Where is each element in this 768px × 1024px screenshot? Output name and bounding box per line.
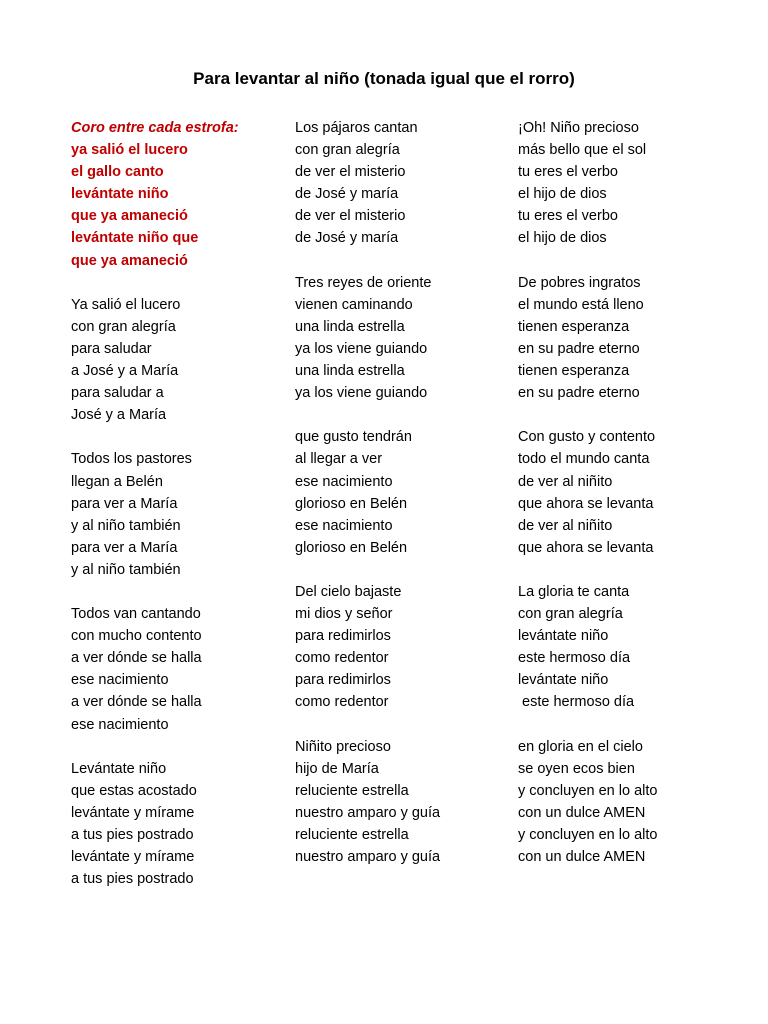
lyric-line: ese nacimiento: [71, 672, 169, 689]
verse-stanza: [71, 294, 286, 427]
lyric-line: de ver el misterio: [295, 208, 406, 225]
lyric-line: José y a María: [71, 407, 167, 424]
lyric-line: una linda estrella: [295, 318, 405, 335]
lyric-line: el gallo canto: [71, 164, 164, 181]
page-title: Para levantar al niño (tonada igual que el rorro): [193, 69, 575, 88]
lyric-line: levántate niño: [71, 186, 169, 203]
lyric-line: Todos los pastores: [71, 451, 192, 468]
lyric-line: levántate niño: [518, 672, 609, 689]
lyric-line: todo el mundo canta: [518, 451, 650, 468]
lyric-line: hijo de María: [295, 760, 379, 777]
lyric-line: en su padre eterno: [518, 340, 640, 357]
verse-stanza: [71, 448, 286, 581]
lyric-line: tienen esperanza: [518, 318, 630, 335]
lyric-line: para ver a María: [71, 495, 178, 512]
lyrics-column-2: [295, 117, 510, 890]
chorus-stanza: [71, 117, 286, 272]
lyric-line: de ver al niñito: [518, 473, 613, 490]
lyric-line: con mucho contento: [71, 628, 202, 645]
lyric-line: vienen caminando: [295, 296, 413, 313]
lyric-line: de ver el misterio: [295, 164, 406, 181]
lyric-line: tu eres el verbo: [518, 164, 618, 181]
lyric-line: con gran alegría: [518, 606, 623, 623]
lyric-line: como redentor: [295, 694, 389, 711]
lyric-line: y al niño también: [71, 517, 181, 534]
lyric-line: ese nacimiento: [71, 716, 169, 733]
lyric-line: este hermoso día: [518, 650, 631, 667]
lyric-line: llegan a Belén: [71, 473, 163, 490]
lyric-line: Levántate niño: [71, 760, 167, 777]
lyric-line: de ver al niñito: [518, 517, 613, 534]
lyrics-column-3: [518, 117, 753, 890]
lyric-line: a José y a María: [71, 363, 179, 380]
lyric-line: ya los viene guiando: [295, 340, 428, 357]
lyric-line: Todos van cantando: [71, 606, 201, 623]
lyric-line: que ahora se levanta: [518, 539, 654, 556]
lyric-line: Tres reyes de oriente: [295, 274, 432, 291]
verse-stanza: [518, 736, 753, 869]
lyric-line: se oyen ecos bien: [518, 760, 635, 777]
lyric-line: ese nacimiento: [295, 473, 393, 490]
lyric-line: con un dulce AMEN: [518, 849, 646, 866]
lyric-line: y al niño también: [71, 561, 181, 578]
lyric-line: para redimirlos: [295, 628, 391, 645]
lyric-line: a ver dónde se halla: [71, 650, 202, 667]
lyric-line: mi dios y señor: [295, 606, 393, 623]
lyric-line: ¡Oh! Niño precioso: [518, 120, 639, 136]
lyric-line: de José y maría: [295, 230, 399, 247]
lyric-line: ya los viene guiando: [295, 385, 428, 402]
lyric-line: que gusto tendrán: [295, 429, 412, 446]
lyric-line: y concluyen en lo alto: [518, 827, 658, 843]
lyric-line: glorioso en Belén: [295, 495, 408, 512]
lyric-line: el hijo de dios: [518, 186, 607, 203]
lyric-line: que estas acostado: [71, 782, 197, 799]
lyric-line: tienen esperanza: [518, 363, 630, 380]
lyric-line: reluciente estrella: [295, 827, 409, 843]
lyric-line: a tus pies postrado: [71, 827, 194, 843]
lyric-line: para saludar: [71, 340, 152, 357]
chorus-heading: Coro entre cada estrofa:: [71, 120, 239, 136]
verse-stanza: [518, 426, 753, 559]
verse-stanza: [295, 581, 510, 714]
lyric-line: con gran alegría: [71, 318, 176, 335]
lyric-line: a tus pies postrado: [71, 871, 194, 888]
lyric-line: y concluyen en lo alto: [518, 782, 658, 799]
lyric-line: levántate y mírame: [71, 849, 195, 866]
lyrics-column-1: [71, 117, 286, 912]
lyric-line: ya salió el lucero: [71, 142, 188, 159]
lyric-line: levántate y mírame: [71, 804, 195, 821]
lyric-line: De pobres ingratos: [518, 274, 641, 291]
lyric-line: La gloria te canta: [518, 583, 630, 600]
lyric-line: en su padre eterno: [518, 385, 640, 402]
lyric-line: glorioso en Belén: [295, 539, 408, 556]
verse-stanza: [518, 117, 753, 250]
lyric-line: para redimirlos: [295, 672, 391, 689]
lyric-line: para saludar a: [71, 385, 164, 402]
lyric-line: levántate niño que: [71, 230, 199, 247]
lyric-line: que ya amaneció: [71, 252, 188, 269]
lyric-line: para ver a María: [71, 539, 178, 556]
lyric-line: reluciente estrella: [295, 782, 409, 799]
lyric-line: ese nacimiento: [295, 517, 393, 534]
lyric-line: al llegar a ver: [295, 451, 383, 468]
verse-stanza: [71, 603, 286, 736]
lyric-line: nuestro amparo y guía: [295, 849, 441, 866]
lyric-line: de José y maría: [295, 186, 399, 203]
lyric-line: con gran alegría: [295, 142, 400, 159]
lyric-line: a ver dónde se halla: [71, 694, 202, 711]
lyric-line: que ya amaneció: [71, 208, 188, 225]
lyric-line: Los pájaros cantan: [295, 120, 418, 136]
lyric-line: tu eres el verbo: [518, 208, 618, 225]
lyric-line: Niñito precioso: [295, 738, 391, 755]
verse-stanza: [518, 272, 753, 405]
lyric-line: nuestro amparo y guía: [295, 804, 441, 821]
lyric-line: el mundo está lleno: [518, 296, 644, 313]
lyric-line: con un dulce AMEN: [518, 804, 646, 821]
verse-stanza: [518, 581, 753, 714]
lyric-line: el hijo de dios: [518, 230, 607, 247]
verse-stanza: [295, 426, 510, 559]
verse-stanza: [295, 272, 510, 405]
verse-stanza: [295, 736, 510, 869]
lyric-line: en gloria en el cielo: [518, 738, 643, 755]
lyric-line: Del cielo bajaste: [295, 583, 402, 600]
verse-stanza: [295, 117, 510, 250]
lyric-line: este hermoso día: [518, 694, 635, 711]
lyric-line: que ahora se levanta: [518, 495, 654, 512]
lyric-line: Con gusto y contento: [518, 429, 656, 446]
lyric-line: Ya salió el lucero: [71, 296, 181, 313]
lyric-line: levántate niño: [518, 628, 609, 645]
verse-stanza: [71, 758, 286, 891]
lyric-line: como redentor: [295, 650, 389, 667]
lyric-line: más bello que el sol: [518, 142, 647, 159]
lyric-line: una linda estrella: [295, 363, 405, 380]
